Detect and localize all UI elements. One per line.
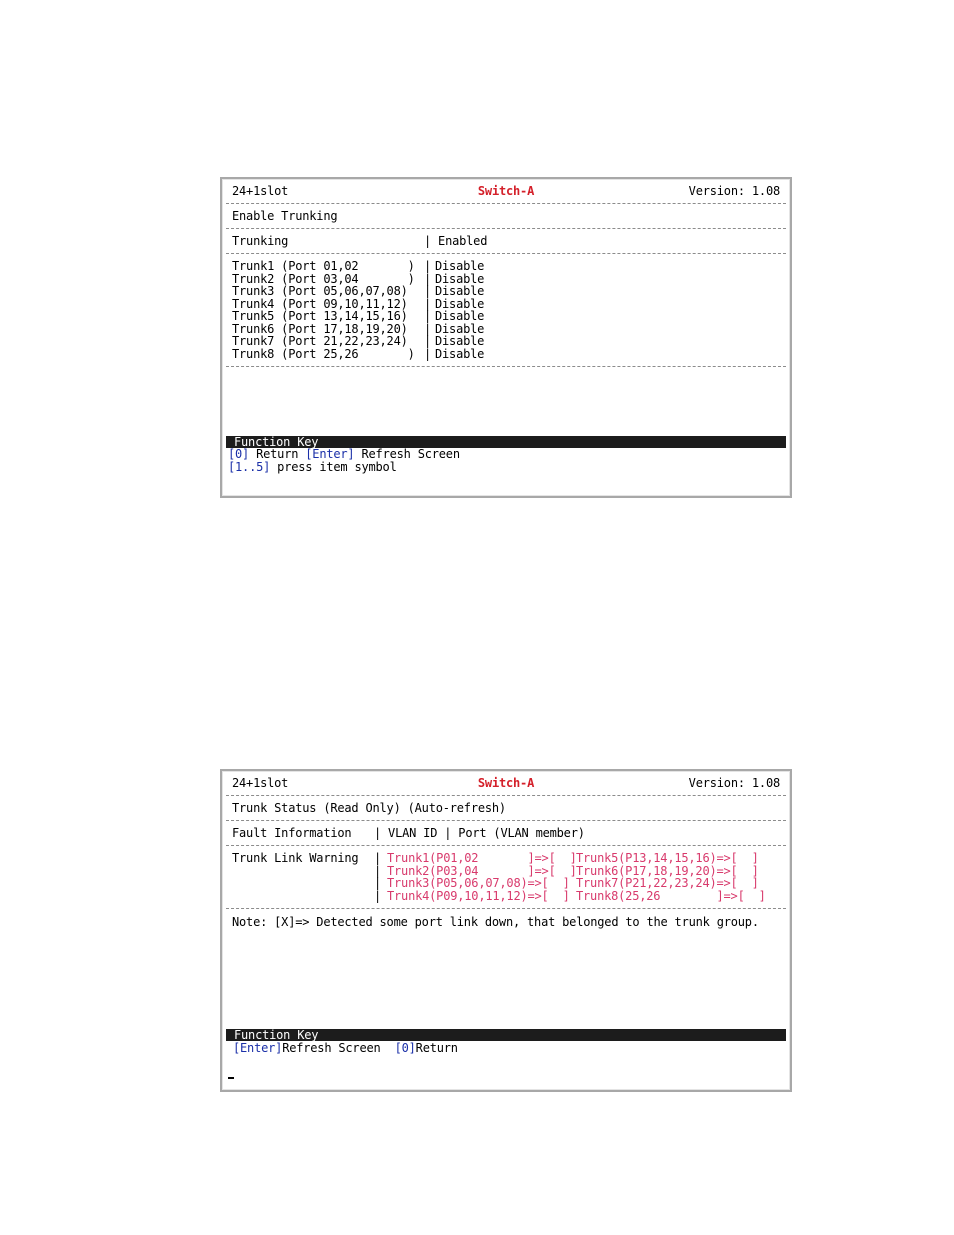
function-key-bar: Function Key [226,436,786,448]
trunk-row-state[interactable]: Disable [435,296,485,311]
device-name: Switch-A [477,776,535,790]
separator [226,820,786,821]
column-header-trunking: Trunking [232,234,289,248]
trunk-row-state[interactable]: Disable [435,271,485,286]
column-divider: | [424,284,432,298]
separator [226,908,786,909]
return-label: Return [415,1041,458,1055]
column-divider: | [424,296,432,311]
column-divider: | [374,876,382,890]
key-range[interactable]: [1..5] [228,460,271,474]
trunk-warning-item: Trunk7(P21,22,23,24)=>[ ] [576,876,759,890]
column-divider: | [424,334,432,348]
column-divider: | [424,259,432,273]
trunk-warning-item: Trunk3(P05,06,07,08)=>[ ] [387,876,570,890]
column-header-fault: Fault Information [232,826,352,840]
trunk-row-state[interactable]: Disable [435,346,485,361]
menu-title: Trunk Status (Read Only) (Auto-refresh) [232,801,506,815]
return-label: Return [249,447,306,461]
trunk-row-name[interactable]: Trunk2 (Port 03,04 ) [232,271,415,286]
trunk-link-warning-label: Trunk Link Warning [232,851,359,865]
separator [226,203,786,204]
separator [226,253,786,254]
column-divider: | [424,271,432,286]
trunk-warning-item: Trunk1(P01,02 ]=>[ ] [387,851,577,865]
function-key-line-1 [228,448,460,461]
note-text: Note: [X]=> Detected some port link down, that belonged to the trunk group. [232,915,759,929]
menu-title: Enable Trunking [232,209,338,223]
trunk-row-name[interactable]: Trunk3 (Port 05,06,07,08) [232,284,408,298]
key-0[interactable]: [0] [228,447,250,461]
trunk-warning-item: Trunk4(P09,10,11,12)=>[ ] [387,888,570,903]
separator [226,795,786,796]
trunk-row-name[interactable]: Trunk1 (Port 01,02 ) [232,259,415,273]
trunk-row-name[interactable]: Trunk4 (Port 09,10,11,12) [232,296,408,311]
function-key-bar: Function Key [226,1029,786,1041]
column-divider: | [424,309,432,323]
version-label: Version: 1.08 [688,184,780,198]
trunk-row-name[interactable]: Trunk8 (Port 25,26 ) [232,346,415,361]
function-key-line-2 [228,461,397,474]
refresh-label: Refresh Screen [282,1041,395,1055]
column-divider: | [374,851,382,865]
trunk-row-state[interactable]: Disable [435,309,485,323]
key-0[interactable]: [0] [394,1041,416,1055]
trunk-row-state[interactable]: Disable [435,259,485,273]
trunk-warning-item: Trunk8(25,26 ]=>[ ] [576,888,766,903]
model-label: 24+1slot [232,184,289,198]
column-divider: | [374,888,382,903]
trunk-row-name[interactable]: Trunk6 (Port 17,18,19,20) [232,321,408,336]
key-enter[interactable]: [Enter] [233,1041,283,1055]
trunk-warning-item: Trunk6(P17,18,19,20)=>[ ] [576,863,759,878]
version-label: Version: 1.08 [688,776,780,790]
press-item-label: press item symbol [270,460,397,474]
column-divider: | [424,346,432,361]
column-header-enabled: | Enabled [424,234,488,248]
model-label: 24+1slot [232,776,289,790]
trunk-warning-item: Trunk2(P03,04 ]=>[ ] [387,863,577,878]
column-divider: | [424,321,432,336]
trunk-row-state[interactable]: Disable [435,321,485,336]
trunk-row-state[interactable]: Disable [435,334,485,348]
separator [226,845,786,846]
trunk-row-name[interactable]: Trunk7 (Port 21,22,23,24) [232,334,408,348]
column-header-vlan: | VLAN ID | Port (VLAN member) [374,826,585,840]
terminal-screen-trunk-status [220,769,792,1092]
separator [226,228,786,229]
device-name: Switch-A [477,184,535,198]
separator [226,366,786,367]
trunk-warning-item: Trunk5(P13,14,15,16)=>[ ] [576,851,759,865]
refresh-label: Refresh Screen [354,447,460,461]
key-enter[interactable]: [Enter] [305,447,355,461]
trunk-row-name[interactable]: Trunk5 (Port 13,14,15,16) [232,309,408,323]
function-key-line-1 [233,1042,458,1055]
column-divider: | [374,863,382,878]
trunk-row-state[interactable]: Disable [435,284,485,298]
terminal-screen-enable-trunking [220,177,792,498]
text-cursor [228,1077,234,1079]
